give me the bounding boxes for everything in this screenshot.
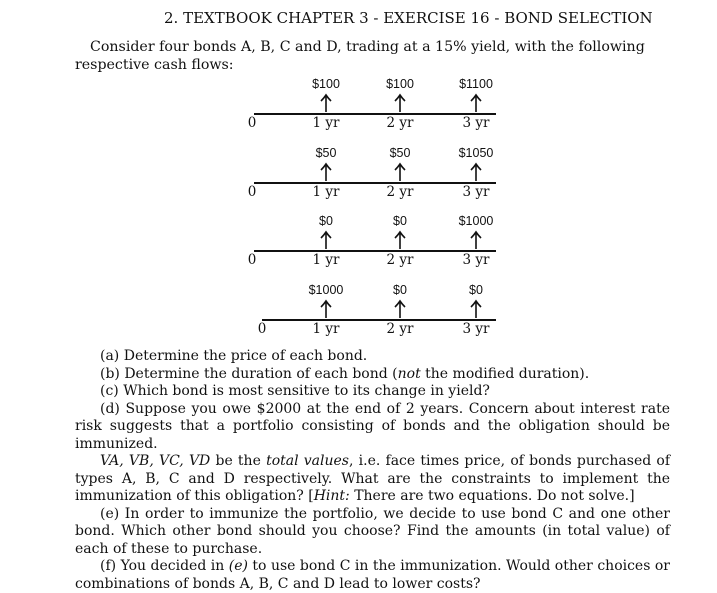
timeline-start-label: 0 — [247, 252, 257, 268]
exercise-title-text: 2. TEXTBOOK CHAPTER 3 - EXERCISE 16 - BOND SELECTION — [164, 9, 653, 27]
cash-flow-label: $0 — [393, 283, 407, 297]
cash-flow-label: $100 — [386, 77, 414, 91]
up-arrow-icon — [318, 162, 334, 182]
year-label: 2 yr — [386, 252, 414, 268]
up-arrow-icon — [392, 93, 408, 113]
exercise-title — [164, 9, 653, 27]
bond-timeline-c — [0, 214, 717, 276]
timeline-start-label: 0 — [257, 321, 267, 337]
year-label: 1 yr — [312, 115, 340, 131]
up-arrow-icon — [318, 93, 334, 113]
year-label: 1 yr — [312, 184, 340, 200]
cash-flow-label: $100 — [312, 77, 340, 91]
up-arrow-icon — [392, 230, 408, 250]
cash-flow-label: $1000 — [458, 214, 494, 228]
question-e: (e) In order to immunize the portfolio, we decide to use bond C and one other bond. Which other bond should you choose? Find the amounts (in total value) of each of these to purchase. — [75, 505, 670, 557]
question-c: (c) Which bond is most sensitive to its change in yield? — [100, 383, 490, 399]
questions — [75, 348, 670, 593]
year-label: 2 yr — [386, 184, 414, 200]
up-arrow-icon — [468, 230, 484, 250]
question-d-constraints: VA, VB, VC, VD be the total values, i.e. face times price, of bonds purchased of types A, B, C and D respectively. What are the constraints to implement the immunization of this obligation? [Hint: There are two equations. Do not solve.] — [75, 453, 670, 504]
timeline-axis — [254, 182, 496, 184]
timeline-axis — [262, 319, 496, 321]
up-arrow-icon — [468, 299, 484, 319]
question-b: (b) Determine the duration of each bond (not the modified duration). — [100, 365, 590, 382]
timeline-axis — [254, 250, 496, 252]
question-f: (f) You decided in (e) to use bond C in the immunization. Would other choices or combinations of bonds A, B, C and D lead to lower costs? — [75, 558, 670, 592]
intro-paragraph — [75, 38, 675, 74]
up-arrow-icon — [392, 299, 408, 319]
timeline-start-label: 0 — [247, 184, 257, 200]
year-label: 3 yr — [462, 321, 490, 337]
cash-flow-label: $0 — [319, 214, 333, 228]
cash-flow-label: $50 — [315, 146, 337, 160]
up-arrow-icon — [392, 162, 408, 182]
year-label: 3 yr — [462, 184, 490, 200]
year-label: 3 yr — [462, 252, 490, 268]
question-d: (d) Suppose you owe $2000 at the end of 2 years. Concern about interest rate risk suggests that a portfolio consisting of bonds and the obligation should be immunized. — [75, 400, 670, 452]
timeline-start-label: 0 — [247, 115, 257, 131]
year-label: 2 yr — [386, 115, 414, 131]
cash-flow-label: $1100 — [459, 77, 493, 91]
year-label: 2 yr — [386, 321, 414, 337]
year-label: 3 yr — [462, 115, 490, 131]
cash-flow-label: $0 — [393, 214, 407, 228]
up-arrow-icon — [468, 162, 484, 182]
up-arrow-icon — [468, 93, 484, 113]
cash-flow-label: $1000 — [308, 283, 344, 297]
cash-flow-label: $50 — [389, 146, 411, 160]
bond-timeline-a — [0, 77, 717, 139]
timeline-axis — [254, 113, 496, 115]
year-label: 1 yr — [312, 252, 340, 268]
intro-text: Consider four bonds A, B, C and D, trading at a 15% yield, with the following respective cash flows: — [75, 39, 645, 73]
cash-flow-label: $0 — [469, 283, 483, 297]
cash-flow-label: $1050 — [458, 146, 494, 160]
up-arrow-icon — [318, 230, 334, 250]
bond-timeline-b — [0, 146, 717, 208]
year-label: 1 yr — [312, 321, 340, 337]
d2-vars: VA, VB, VC, VD — [100, 453, 211, 469]
bond-timeline-d — [0, 283, 717, 345]
question-a: (a) Determine the price of each bond. — [100, 348, 368, 364]
up-arrow-icon — [318, 299, 334, 319]
